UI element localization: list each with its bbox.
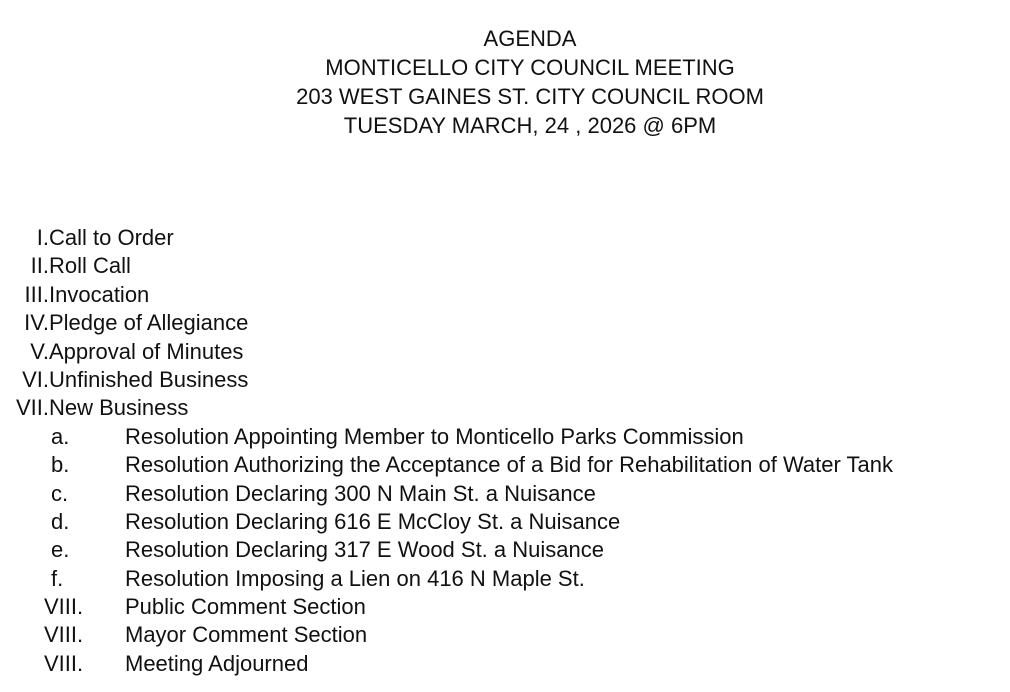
item-label: Approval of Minutes bbox=[49, 338, 244, 364]
new-business-item-c bbox=[0, 480, 1010, 508]
item-label: Meeting Adjourned bbox=[125, 650, 309, 676]
item-numeral: I. bbox=[36, 225, 49, 250]
meeting-datetime: TUESDAY MARCH, 24 , 2026 @ 6PM bbox=[343, 113, 717, 138]
item-numeral: III. bbox=[24, 281, 49, 307]
item-label: Invocation bbox=[49, 281, 150, 307]
item-label: Unfinished Business bbox=[49, 366, 249, 392]
item-label: Resolution Declaring 300 N Main St. a Nuisance bbox=[125, 480, 596, 506]
agenda-item-unfinished-business bbox=[0, 366, 1010, 394]
item-numeral: VIII. bbox=[44, 622, 84, 648]
agenda-item-pledge bbox=[0, 309, 1010, 337]
item-label: Resolution Authorizing the Acceptance of a Bid for Rehabilitation of Water Tank bbox=[125, 452, 894, 478]
new-business-item-d bbox=[0, 508, 1010, 536]
item-label: New Business bbox=[49, 395, 189, 421]
new-business-item-b bbox=[0, 451, 1010, 479]
item-numeral: V. bbox=[30, 338, 49, 364]
item-numeral: IV. bbox=[24, 310, 49, 336]
item-numeral: VIII. bbox=[44, 594, 84, 620]
item-letter: a. bbox=[51, 423, 70, 449]
item-label: Resolution Appointing Member to Monticello Parks Commission bbox=[125, 423, 744, 449]
agenda-item-approval-of-minutes bbox=[0, 338, 1010, 366]
agenda-header bbox=[0, 24, 1010, 140]
item-letter: e. bbox=[51, 537, 70, 563]
item-letter: f. bbox=[51, 565, 64, 591]
agenda-item-roll-call bbox=[0, 252, 1010, 280]
new-business-item-e bbox=[0, 536, 1010, 564]
item-letter: d. bbox=[51, 508, 70, 534]
new-business-item-f bbox=[0, 565, 1010, 593]
item-numeral: VI. bbox=[22, 366, 49, 392]
agenda-item-call-to-order bbox=[0, 224, 1010, 252]
item-numeral: VII. bbox=[15, 395, 49, 421]
agenda-item-mayor-comment bbox=[0, 621, 1010, 649]
agenda-item-public-comment bbox=[0, 593, 1010, 621]
item-label: Resolution Declaring 616 E McCloy St. a Nuisance bbox=[125, 508, 621, 534]
new-business-item-a bbox=[0, 423, 1010, 451]
item-label: Call to Order bbox=[49, 225, 174, 250]
item-numeral: VIII. bbox=[44, 650, 84, 676]
agenda-item-invocation bbox=[0, 281, 1010, 309]
item-label: Resolution Declaring 317 E Wood St. a Nuisance bbox=[125, 537, 604, 563]
item-label: Roll Call bbox=[49, 253, 131, 279]
item-label: Pledge of Allegiance bbox=[49, 310, 249, 336]
document-title: AGENDA bbox=[483, 26, 577, 51]
item-label: Public Comment Section bbox=[125, 594, 366, 620]
meeting-location: 203 WEST GAINES ST. CITY COUNCIL ROOM bbox=[296, 84, 764, 109]
agenda-list bbox=[0, 224, 1010, 678]
item-label: Mayor Comment Section bbox=[125, 622, 368, 648]
meeting-name: MONTICELLO CITY COUNCIL MEETING bbox=[325, 55, 735, 80]
agenda-item-adjourned bbox=[0, 650, 1010, 678]
item-label: Resolution Imposing a Lien on 416 N Maple St. bbox=[125, 565, 585, 591]
item-letter: c. bbox=[51, 480, 69, 506]
item-numeral: II. bbox=[30, 253, 49, 279]
item-letter: b. bbox=[51, 452, 70, 478]
agenda-item-new-business bbox=[0, 394, 1010, 422]
